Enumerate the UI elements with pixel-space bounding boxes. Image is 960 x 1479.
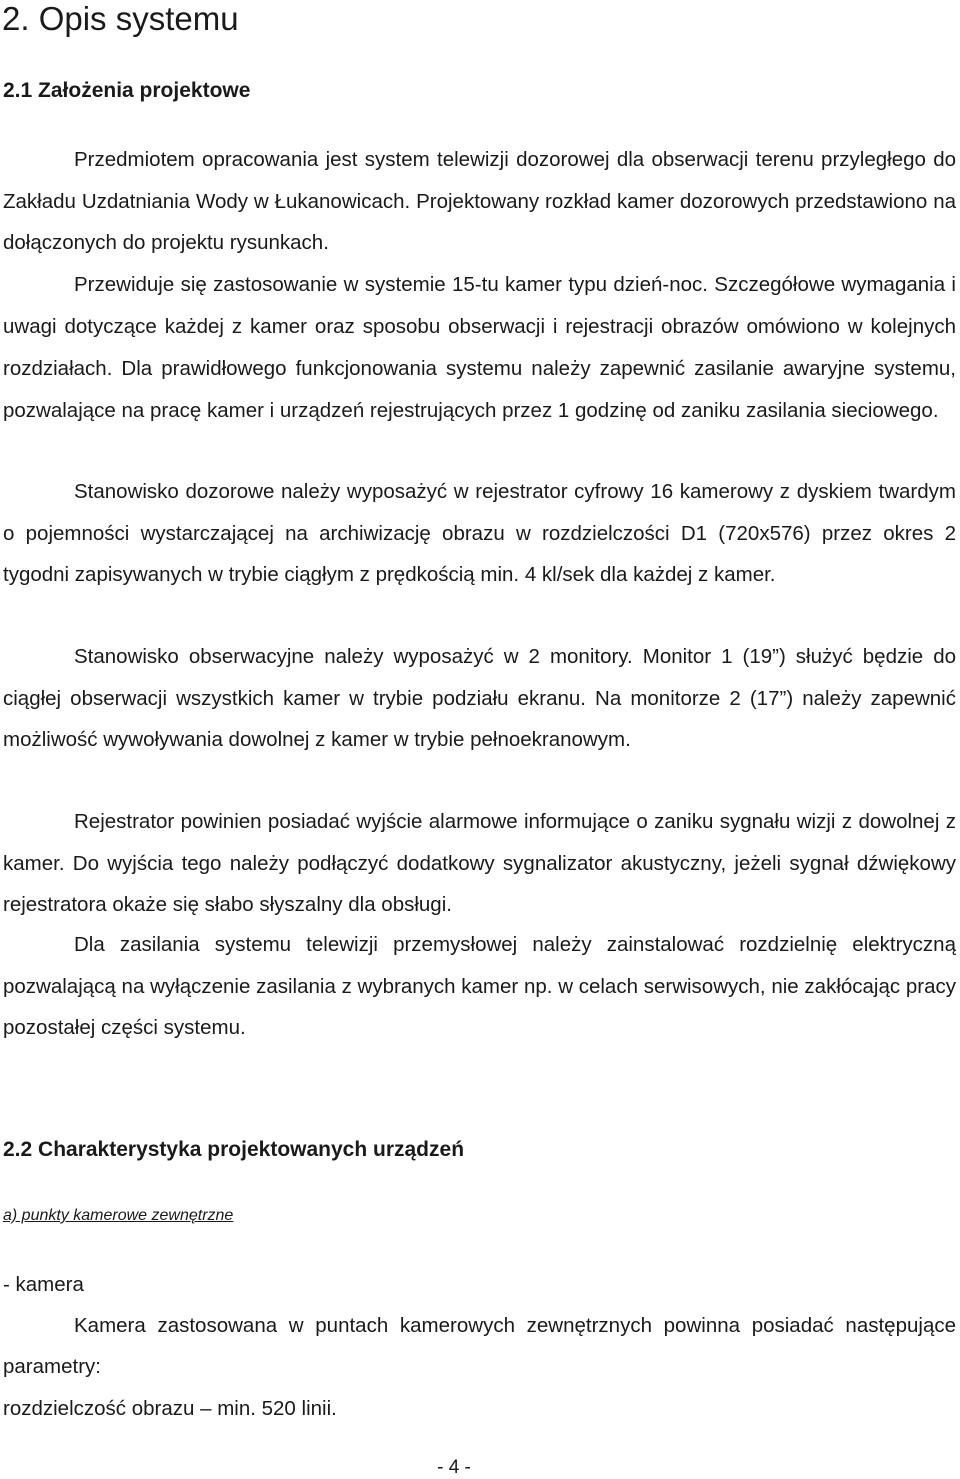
section-heading-assumptions: 2.1 Założenia projektowe — [3, 79, 251, 102]
item-label-camera: - kamera — [3, 1273, 84, 1296]
paragraph-cameras: Przewiduje się zastosowanie w systemie 15-tu kamer typu dzień-noc. Szczegółowe wymagania i uwagi dotyczące każdej z kamer oraz sposobu obserwacji i rejestracji obrazów omówiono w kolejnych rozdziałach. Dla prawidłowego funkcjonowania systemu należy zapewnić zasilanie awaryjne systemu, pozwalające na pracę kamer i urządzeń rejestrujących przez 1 godzinę od zaniku zasilania sieciowego. — [3, 273, 956, 422]
paragraph-monitors: Stanowisko obserwacyjne należy wyposażyć w 2 monitory. Monitor 1 (19”) służyć będzie do ciągłej obserwacji wszystkich kamer w trybie podziału ekranu. Na monitorze 2 (17”) należy zapewnić możliwość wywoływania dowolnej z kamer w trybie pełnoekranowym. — [3, 645, 956, 751]
chapter-heading: 2. Opis systemu — [2, 0, 239, 37]
section-heading-devices: 2.2 Charakterystyka projektowanych urządzeń — [3, 1138, 465, 1161]
paragraph-alarm-output: Rejestrator powinien posiadać wyjście alarmowe informujące o zaniku sygnału wizji z dowolnej z kamer. Do wyjścia tego należy podłączyć dodatkowy sygnalizator akustyczny, jeżeli sygnał dźwiękowy rejestratora okaże się słabo słyszalny dla obsługi. — [3, 810, 956, 916]
page-number: - 4 - — [437, 1457, 471, 1478]
paragraph-camera-requirements: Kamera zastosowana w puntach kamerowych zewnętrznych powinna posiadać następujące parametry: — [3, 1314, 956, 1379]
spec-resolution: rozdzielczość obrazu – min. 520 linii. — [3, 1397, 337, 1420]
paragraph-recorder: Stanowisko dozorowe należy wyposażyć w rejestrator cyfrowy 16 kamerowy z dyskiem twardym o pojemności wystarczającej na archiwizację obrazu w rozdzielczości D1 (720x576) przez okres 2 tygodni zapisywanych w trybie ciągłym z prędkością min. 4 kl/sek dla każdej z kamer. — [3, 480, 956, 586]
paragraph-power-distribution: Dla zasilania systemu telewizji przemysłowej należy zainstalować rozdzielnię elektryczną pozwalającą na wyłączenie zasilania z wybranych kamer np. w celach serwisowych, nie zakłócając pracy pozostałej części systemu. — [3, 933, 956, 1039]
subheading-outdoor-camera-points: a) punkty kamerowe zewnętrzne — [3, 1207, 234, 1224]
paragraph-subject: Przedmiotem opracowania jest system telewizji dozorowej dla obserwacji terenu przyległego do Zakładu Uzdatniania Wody w Łukanowicach. Projektowany rozkład kamer dozorowych przedstawiono na dołączonych do projektu rysunkach. — [3, 148, 956, 254]
